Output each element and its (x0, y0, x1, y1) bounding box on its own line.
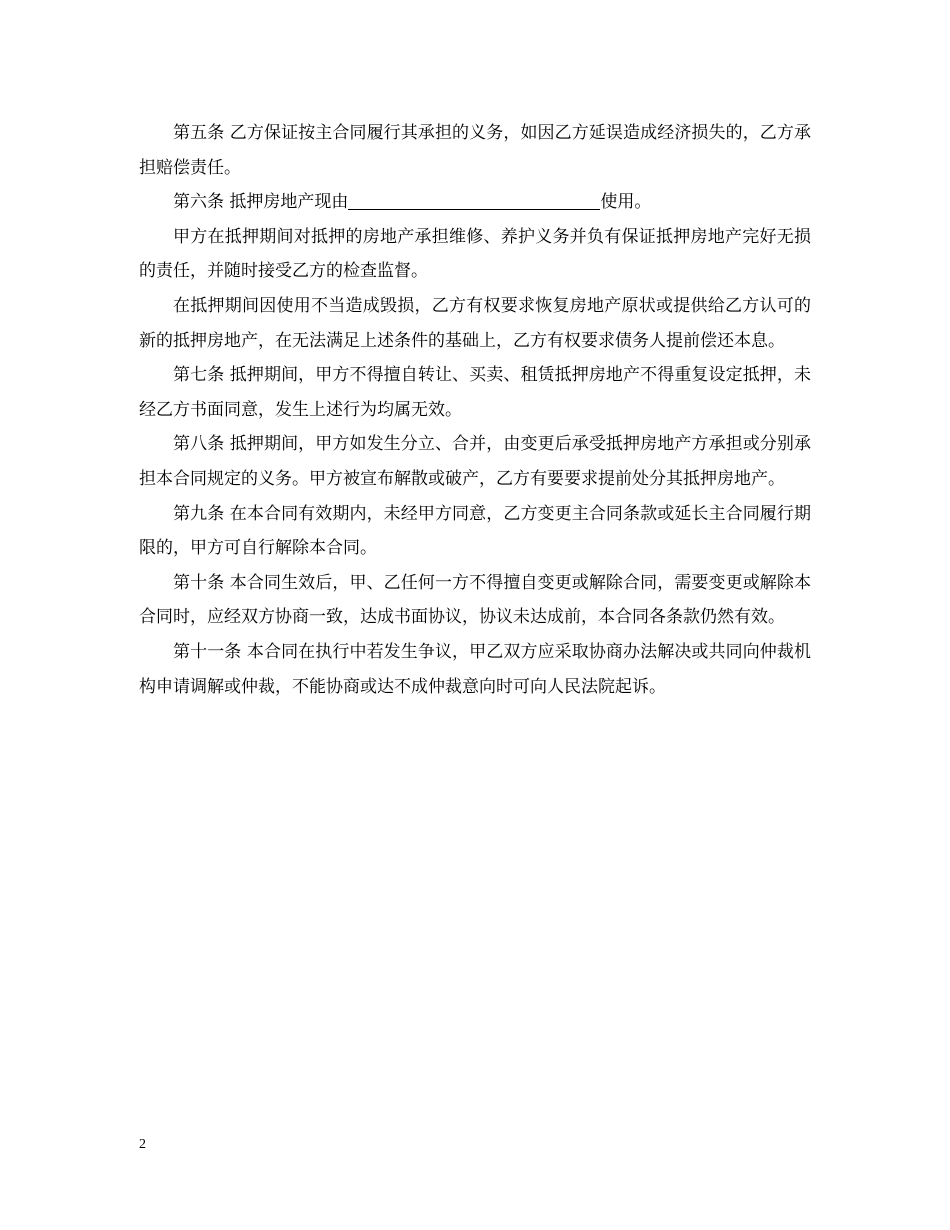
maintenance-paragraph: 甲方在抵押期间对抵押的房地产承担维修、养护义务并负有保证抵押房地产完好无损的责任，并随时接受乙方的检查监督。 (139, 226, 811, 282)
article-8-paragraph: 第八条 抵押期间，甲方如发生分立、合并，由变更后承受抵押房地产方承担或分别承担本合同规定的义务。甲方被宣布解散或破产，乙方有要要求提前处分其抵押房地产。 (139, 434, 811, 489)
article-5-paragraph: 第五条 乙方保证按主合同履行其承担的义务，如因乙方延误造成经济损失的，乙方承担赔偿责任。 (139, 123, 811, 178)
article-10-paragraph: 第十条 本合同生效后，甲、乙任何一方不得擅自变更或解除合同，需要变更或解除本合同时，应经双方协商一致，达成书面协议，协议未达成前，本合同各条款仍然有效。 (139, 572, 811, 628)
article-11-paragraph: 第十一条 本合同在执行中若发生争议，甲乙双方应采取协商办法解决或共同向仲裁机构申请调解或仲裁，不能协商或达不成仲裁意向时可向人民法院起诉。 (139, 641, 811, 697)
article-6-text-after: 使用。 (600, 192, 652, 213)
fill-in-blank-line (348, 189, 600, 210)
article-6-paragraph (139, 185, 811, 220)
document-body (139, 116, 811, 704)
page-number: 2 (139, 1137, 146, 1152)
article-9-paragraph: 第九条 在本合同有效期内，未经甲方同意，乙方变更主合同条款或延长主合同履行期限的，甲方可自行解除本合同。 (139, 503, 811, 559)
damage-paragraph: 在抵押期间因使用不当造成毁损，乙方有权要求恢复房地产原状或提供给乙方认可的新的抵押房地产，在无法满足上述条件的基础上，乙方有权要求债务人提前偿还本息。 (139, 295, 811, 351)
article-6-text-before: 第六条 抵押房地产现由 (173, 192, 349, 213)
article-7-paragraph: 第七条 抵押期间，甲方不得擅自转让、买卖、租赁抵押房地产不得重复设定抵押，未经乙方书面同意，发生上述行为均属无效。 (139, 365, 811, 420)
